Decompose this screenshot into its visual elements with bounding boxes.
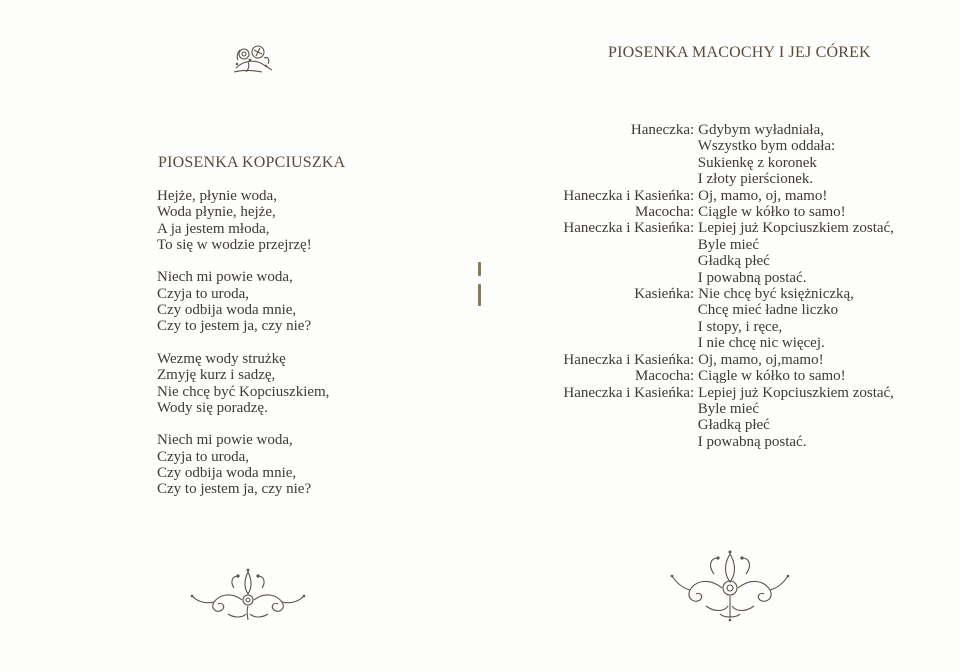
speaker-name: Haneczka i Kasieńka bbox=[563, 220, 690, 237]
dialog-line bbox=[532, 319, 894, 335]
verse-line: Czyja to uroda, bbox=[157, 448, 250, 465]
speaker-name bbox=[532, 155, 690, 171]
dialog-line bbox=[532, 220, 894, 236]
speaker-name: Haneczka bbox=[630, 122, 690, 138]
speech-text: I złoty pierścionek. bbox=[697, 171, 814, 188]
speech-text: I powabną postać. bbox=[697, 269, 807, 286]
dialog-line bbox=[532, 368, 894, 384]
dialog-line bbox=[532, 434, 894, 450]
dialog-line bbox=[532, 253, 894, 269]
speech-text: I nie chcę nic więcej. bbox=[697, 335, 825, 352]
speaker-colon: : bbox=[690, 204, 695, 221]
verse-line: A ja jestem młoda, bbox=[157, 220, 270, 237]
speaker-name bbox=[532, 138, 690, 154]
dialog-line bbox=[532, 385, 894, 401]
scroll-ornament-icon bbox=[188, 566, 308, 622]
right-page-title: PIOSENKA MACOCHY I JEJ CÓREK bbox=[608, 44, 871, 61]
verse-line: Czy odbija woda mnie, bbox=[157, 302, 297, 319]
dialog-line bbox=[532, 286, 894, 302]
speaker-colon: : bbox=[690, 368, 695, 385]
dialog-line bbox=[532, 335, 894, 351]
speech-text: Lepiej już Kopciuszkiem zostać, bbox=[698, 220, 894, 237]
speaker-colon: : bbox=[690, 384, 695, 401]
speaker-colon: : bbox=[690, 286, 695, 303]
spine-mark bbox=[478, 284, 481, 306]
speaker-name bbox=[532, 302, 690, 318]
speaker-name: Haneczka i Kasieńka bbox=[563, 384, 690, 401]
speaker-name: Haneczka i Kasieńka bbox=[563, 187, 690, 204]
kopciuszek-poem bbox=[157, 188, 329, 498]
verse-line: Czy to jestem ja, czy nie? bbox=[157, 481, 312, 498]
speech-text: Gładką płeć bbox=[697, 417, 770, 434]
verse-line: Wezmę wody strużkę bbox=[157, 350, 286, 367]
speaker-name bbox=[532, 253, 690, 269]
speech-text: Gładką płeć bbox=[697, 253, 770, 270]
speaker-colon: : bbox=[690, 187, 695, 204]
speech-text: Wszystko bym oddała: bbox=[697, 138, 836, 155]
speaker-name bbox=[532, 171, 690, 187]
speech-text: Ciągle w kółko to samo! bbox=[698, 204, 846, 221]
verse-line: Niech mi powie woda, bbox=[157, 432, 293, 449]
speaker-name: Kasieńka bbox=[634, 286, 690, 303]
speech-text: Lepiej już Kopciuszkiem zostać, bbox=[698, 384, 894, 401]
speech-text: Byle mieć bbox=[697, 236, 759, 253]
speaker-name: Macocha bbox=[635, 204, 690, 221]
dialog-line bbox=[532, 401, 894, 417]
dialog-line bbox=[532, 155, 894, 171]
verse-line: To się w wodzie przejrzę! bbox=[157, 236, 312, 253]
speaker-name bbox=[532, 270, 690, 286]
speaker-name bbox=[532, 319, 690, 335]
speaker-name bbox=[532, 417, 690, 433]
speaker-colon: : bbox=[690, 122, 695, 138]
verse-line: Czy to jestem ja, czy nie? bbox=[157, 318, 312, 335]
spine-mark bbox=[478, 262, 481, 276]
speech-text: Ciągle w kółko to samo! bbox=[698, 368, 846, 385]
macocha-song bbox=[532, 122, 894, 450]
scroll-ornament-icon bbox=[670, 548, 790, 622]
speech-text: I powabną postać. bbox=[697, 433, 807, 450]
speaker-name bbox=[532, 335, 690, 351]
speaker-name bbox=[532, 401, 690, 417]
verse-line: Nie chcę być Kopciuszkiem, bbox=[157, 383, 330, 400]
poem-stanza bbox=[157, 432, 329, 497]
speech-text: Gdybym wyładniała, bbox=[698, 122, 824, 138]
speech-text: Sukienkę z koronek bbox=[697, 154, 817, 171]
verse-line: Woda płynie, hejże, bbox=[157, 204, 276, 221]
verse-line: Czyja to uroda, bbox=[157, 285, 250, 302]
poem-stanza bbox=[157, 351, 329, 416]
floral-vignette-icon bbox=[228, 42, 274, 76]
speaker-name: Haneczka i Kasieńka bbox=[563, 351, 690, 368]
speech-text: Oj, mamo, oj, mamo! bbox=[698, 187, 828, 204]
speech-text: Byle mieć bbox=[697, 400, 759, 417]
verse-line: Wody się poradzę. bbox=[157, 399, 268, 416]
speaker-colon: : bbox=[690, 351, 695, 368]
speaker-colon: : bbox=[690, 220, 695, 237]
poem-stanza bbox=[157, 269, 329, 334]
dialog-line bbox=[532, 302, 894, 318]
speaker-name bbox=[532, 434, 690, 450]
dialog-line bbox=[532, 237, 894, 253]
dialog-line bbox=[532, 417, 894, 433]
dialog-line bbox=[532, 188, 894, 204]
speech-text: I stopy, i ręce, bbox=[697, 318, 783, 335]
verse-line: Zmyję kurz i sadzę, bbox=[157, 367, 276, 384]
speech-text: Oj, mamo, oj,mamo! bbox=[698, 351, 824, 368]
dialog-line bbox=[532, 171, 894, 187]
verse-line: Hejże, płynie woda, bbox=[157, 188, 277, 204]
left-page-title: PIOSENKA KOPCIUSZKA bbox=[158, 154, 346, 171]
speech-text: Nie chcę być księżniczką, bbox=[698, 286, 854, 303]
poem-stanza bbox=[157, 188, 329, 253]
dialog-line bbox=[532, 138, 894, 154]
verse-line: Czy odbija woda mnie, bbox=[157, 465, 297, 482]
dialog-line bbox=[532, 122, 894, 138]
speech-text: Chcę mieć ładne liczko bbox=[697, 302, 839, 319]
dialog-line bbox=[532, 352, 894, 368]
dialog-line bbox=[532, 204, 894, 220]
speaker-name bbox=[532, 237, 690, 253]
verse-line: Niech mi powie woda, bbox=[157, 269, 293, 286]
dialog-line bbox=[532, 270, 894, 286]
speaker-name: Macocha bbox=[635, 368, 690, 385]
